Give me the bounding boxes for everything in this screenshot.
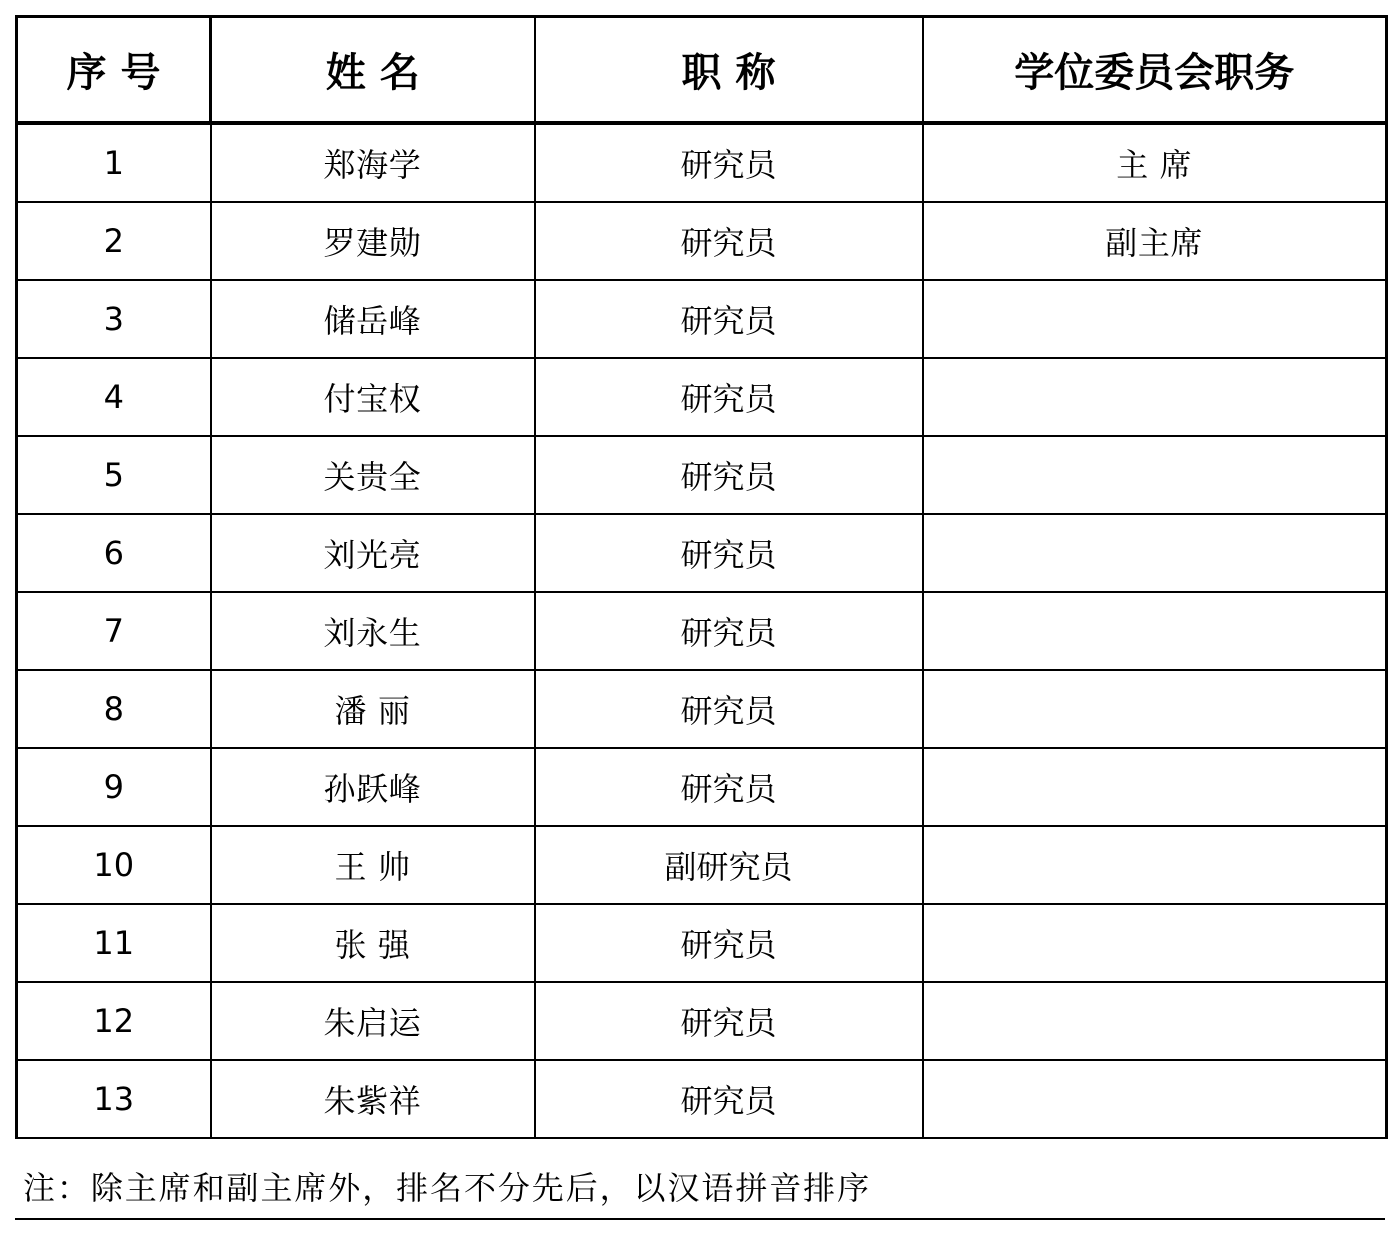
cell-index: 7 xyxy=(17,592,211,670)
cell-name: 储岳峰 xyxy=(211,280,535,358)
cell-committee-role xyxy=(923,1060,1387,1138)
committee-members-table xyxy=(15,15,1388,1139)
table-row xyxy=(17,436,1387,514)
cell-title: 研究员 xyxy=(535,670,923,748)
cell-index: 10 xyxy=(17,826,211,904)
cell-committee-role: 副主席 xyxy=(923,202,1387,280)
cell-index: 6 xyxy=(17,514,211,592)
cell-committee-role xyxy=(923,514,1387,592)
committee-document xyxy=(15,15,1385,1207)
cell-index: 1 xyxy=(17,123,211,202)
table-row xyxy=(17,592,1387,670)
cell-title: 研究员 xyxy=(535,436,923,514)
table-row xyxy=(17,123,1387,202)
cell-index: 11 xyxy=(17,904,211,982)
table-row xyxy=(17,826,1387,904)
cell-name: 郑海学 xyxy=(211,123,535,202)
table-row xyxy=(17,1060,1387,1138)
cell-index: 9 xyxy=(17,748,211,826)
table-row xyxy=(17,514,1387,592)
cell-title: 研究员 xyxy=(535,904,923,982)
cell-title: 研究员 xyxy=(535,358,923,436)
table-row xyxy=(17,982,1387,1060)
cell-name: 朱启运 xyxy=(211,982,535,1060)
table-row xyxy=(17,358,1387,436)
cell-title: 研究员 xyxy=(535,514,923,592)
cell-title: 研究员 xyxy=(535,1060,923,1138)
header-title: 职称 xyxy=(535,17,923,124)
cell-title: 研究员 xyxy=(535,748,923,826)
cell-name: 刘光亮 xyxy=(211,514,535,592)
cell-index: 2 xyxy=(17,202,211,280)
cell-committee-role xyxy=(923,904,1387,982)
cell-committee-role xyxy=(923,748,1387,826)
cell-title: 研究员 xyxy=(535,592,923,670)
cell-title: 副研究员 xyxy=(535,826,923,904)
cell-name: 潘 丽 xyxy=(211,670,535,748)
cell-committee-role xyxy=(923,592,1387,670)
cell-committee-role: 主 席 xyxy=(923,123,1387,202)
table-row xyxy=(17,904,1387,982)
cell-name: 孙跃峰 xyxy=(211,748,535,826)
header-committee-role: 学位委员会职务 xyxy=(923,17,1387,124)
cell-index: 4 xyxy=(17,358,211,436)
header-name: 姓名 xyxy=(211,17,535,124)
cell-index: 13 xyxy=(17,1060,211,1138)
cell-title: 研究员 xyxy=(535,123,923,202)
cell-title: 研究员 xyxy=(535,982,923,1060)
cell-index: 12 xyxy=(17,982,211,1060)
cell-committee-role xyxy=(923,982,1387,1060)
cell-committee-role xyxy=(923,670,1387,748)
cell-name: 罗建勋 xyxy=(211,202,535,280)
cell-name: 刘永生 xyxy=(211,592,535,670)
cell-committee-role xyxy=(923,358,1387,436)
table-row xyxy=(17,748,1387,826)
cell-name: 王 帅 xyxy=(211,826,535,904)
cell-title: 研究员 xyxy=(535,202,923,280)
table-header-row xyxy=(17,17,1387,124)
cell-name: 关贵全 xyxy=(211,436,535,514)
cell-name: 付宝权 xyxy=(211,358,535,436)
cell-index: 3 xyxy=(17,280,211,358)
table-row xyxy=(17,202,1387,280)
header-index: 序号 xyxy=(17,17,211,124)
table-row xyxy=(17,280,1387,358)
cell-committee-role xyxy=(923,436,1387,514)
table-row xyxy=(17,670,1387,748)
cell-index: 5 xyxy=(17,436,211,514)
table-footnote: 注：除主席和副主席外，排名不分先后，以汉语拼音排序 xyxy=(15,1162,1385,1220)
cell-index: 8 xyxy=(17,670,211,748)
cell-title: 研究员 xyxy=(535,280,923,358)
cell-name: 张 强 xyxy=(211,904,535,982)
cell-name: 朱紫祥 xyxy=(211,1060,535,1138)
cell-committee-role xyxy=(923,826,1387,904)
cell-committee-role xyxy=(923,280,1387,358)
